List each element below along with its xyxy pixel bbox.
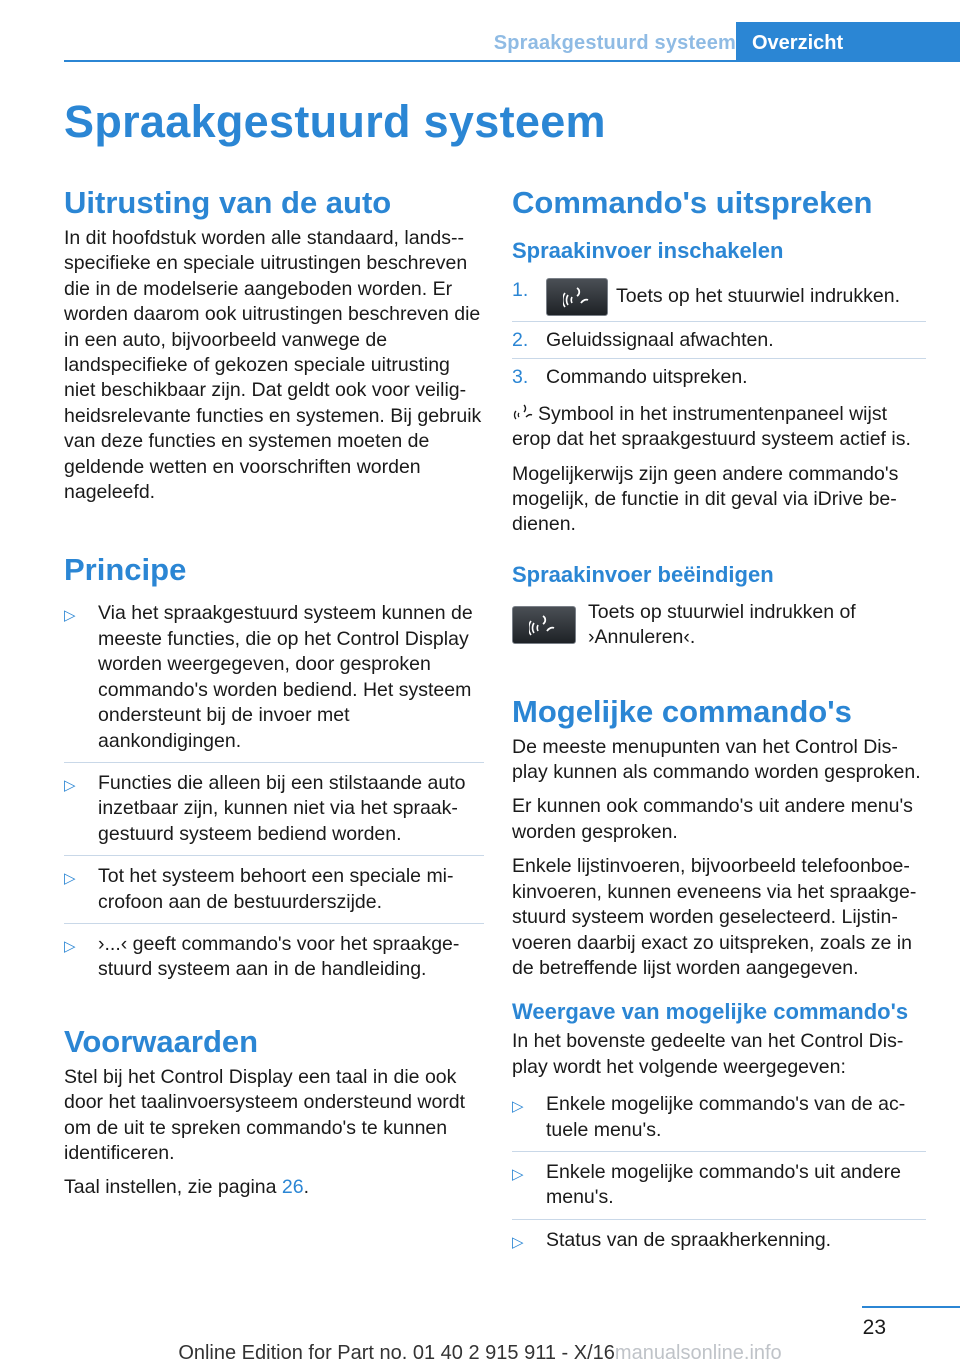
page-header xyxy=(64,22,960,62)
end-row xyxy=(512,600,926,651)
triangle-bullet-icon: ▷ xyxy=(64,870,76,888)
heading-inschakelen: Spraakinvoer inschakelen xyxy=(512,238,784,263)
list-item: ▷ Enkele mogelijke commando's van de actuele menu's. xyxy=(512,1092,926,1152)
heading-principe: Principe xyxy=(64,552,187,588)
page-title: Spraakgestuurd systeem xyxy=(64,96,606,147)
mogelijke-p3: Enkele lijstinvoeren, bijvoorbeeld telefoonboekinvoeren, kunnen eveneens via het spraakgestuurd systeem worden geselecteerd. Lijstinvoeren daarbij exact zo uitspreken, zoals ze in de betreffende lijst worden aangegeven. xyxy=(512,855,917,979)
right-column xyxy=(512,184,926,1269)
heading-mogelijke: Mogelijke commando's xyxy=(512,693,852,729)
voice-command-icon xyxy=(529,613,559,639)
taal-instellen-text: Taal instellen, zie pagina 26. xyxy=(64,1176,310,1199)
list-item: ▷ Functies die alleen bij een stilstaande auto inzetbaar zijn, kunnen niet via het spraakgestuurd systeem bediend worden. xyxy=(64,771,484,856)
voice-symbol-icon xyxy=(512,403,534,423)
triangle-bullet-icon: ▷ xyxy=(512,1098,524,1116)
footer-edition: Online Edition for Part no. 01 40 2 915 911 - X/16manualsonline.info xyxy=(178,1342,782,1362)
list-item: ▷ ›...‹ geeft commando's voor het spraakgestuurd systeem aan in de handleiding. xyxy=(64,932,460,981)
list-item: ▷ Status van de spraakherkenning. xyxy=(512,1228,926,1261)
heading-voorwaarden: Voorwaarden xyxy=(64,1023,259,1059)
uitrusting-text: In dit hoofdstuk worden alle standaard, lands-specifieke en speciale uitrustingen beschreven die in de modelserie aangeboden worden. Er worden daarom ook uitrustingen beschreven die in een auto, bijvoorbeeld vanwege de landspecifieke of gekozen speciale uitrusting niet beschikbaar zijn. Dat geldt ook voor veiligheidsrelevante functies en systemen. Bij gebruik van deze functies en systemen moeten de geldende wetten en voorschriften worden nageleefd. xyxy=(64,227,482,504)
weergave-text: In het bovenste gedeelte van het Control Display wordt het volgende weergegeven: xyxy=(512,1030,904,1078)
list-item: ▷ Tot het systeem behoort een speciale microfoon aan de bestuurderszijde. xyxy=(64,864,484,924)
watermark: manualsonline.info xyxy=(614,1342,782,1362)
end-text: Toets op stuurwiel indrukken of ›Annuleren‹. xyxy=(588,600,856,649)
left-column xyxy=(64,184,484,1201)
mogelijke-p2: Er kunnen ook commando's uit andere menu's worden gesproken. xyxy=(512,795,913,843)
voorwaarden-text: Stel bij het Control Display een taal in die ook door het taalinvoersysteem ondersteund wordt om de uit te spreken commando's te kunnen identificeren. xyxy=(64,1065,466,1164)
voice-button-image xyxy=(546,278,608,316)
heading-beeindigen: Spraakinvoer beëindigen xyxy=(512,561,774,587)
header-tab: Overzicht xyxy=(736,22,960,62)
page-link[interactable]: 26 xyxy=(281,1176,304,1199)
heading-commandos: Commando's uitspreken xyxy=(512,185,873,220)
heading-weergave: Weergave van mogelijke commando's xyxy=(512,999,909,1025)
header-section: Spraakgestuurd systeem xyxy=(493,32,736,54)
voice-button-image xyxy=(512,606,576,644)
triangle-bullet-icon: ▷ xyxy=(64,776,76,794)
heading-uitrusting: Uitrusting van de auto xyxy=(64,185,392,220)
list-item: ▷ Via het spraakgestuurd systeem kunnen de meeste functies, die op het Control Display worden weergegeven, door gesproken commando's worden bediend. Het systeem ondersteunt bij de invoer met aankondigingen. xyxy=(64,601,484,762)
list-item: 2. Geluidssignaal afwachten. xyxy=(512,328,926,359)
alt-text: Mogelijkerwijs zijn geen andere commando's mogelijk, de functie in dit geval via iDrive bedienen. xyxy=(512,462,899,536)
principe-list xyxy=(64,601,484,990)
symbol-text: Symbool in het instrumentenpaneel wijst erop dat het spraakgestuurd systeem actief is. xyxy=(512,402,911,451)
voice-command-icon xyxy=(563,285,593,311)
triangle-bullet-icon: ▷ xyxy=(64,607,76,625)
steps-list xyxy=(512,278,926,396)
weergave-list xyxy=(512,1092,926,1261)
list-item: 3. Commando uitspreken. xyxy=(512,366,748,389)
mogelijke-p1: De meeste menupunten van het Control Display kunnen als commando worden gesproken. xyxy=(512,735,921,784)
triangle-bullet-icon: ▷ xyxy=(512,1165,524,1183)
triangle-bullet-icon: ▷ xyxy=(512,1233,524,1251)
list-item: ▷ Enkele mogelijke commando's uit andere menu's. xyxy=(512,1160,926,1220)
list-item: 1. Toets op het stuurwiel indrukken. xyxy=(512,278,926,322)
triangle-bullet-icon: ▷ xyxy=(64,937,76,955)
page-number: 23 xyxy=(862,1316,886,1339)
footer-rule xyxy=(862,1306,960,1308)
